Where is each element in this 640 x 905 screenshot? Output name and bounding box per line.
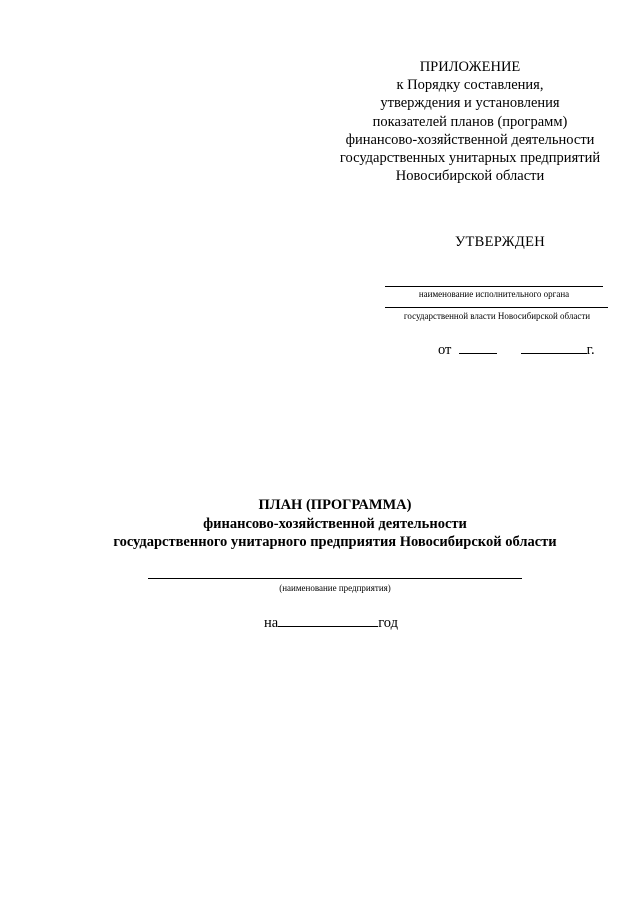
authority-caption-1: наименование исполнительного органа [418,289,570,299]
title-line-3: государственного унитарного предприятия Новосибирской области [113,534,557,550]
date-suffix: г. [586,342,595,358]
plan-year [264,613,398,632]
year-suffix: год [378,615,398,631]
appendix-line-7: Новосибирской области [395,168,545,185]
appendix-line-5: финансово-хозяйственной деятельности [345,131,595,148]
appendix-header [300,58,640,185]
authority-line-2 [385,307,608,308]
appendix-line-2: к Порядку составления, [396,77,544,94]
enterprise-name-line [148,578,522,579]
year-blank [278,613,378,627]
appendix-line-3: утверждения и установления [380,95,560,112]
authority-signature-line [385,286,603,287]
date-prefix: от [438,342,452,358]
date-day-blank [459,340,497,354]
approved-heading: УТВЕРЖДЕН [454,234,546,250]
year-prefix: на [264,615,279,631]
appendix-line-6: государственных унитарных предприятий [339,150,601,167]
appendix-line-4: показателей планов (программ) [372,113,568,130]
date-month-blank [521,340,587,354]
authority-caption-2: государственной власти Новосибирской области [403,311,591,321]
title-line-1: ПЛАН (ПРОГРАММА) [258,497,412,513]
enterprise-caption: (наименование предприятия) [279,583,391,593]
approval-date [438,340,595,359]
appendix-line-1: ПРИЛОЖЕНИЕ [419,59,521,75]
title-line-2: финансово-хозяйственной деятельности [203,515,467,532]
document-title [0,496,640,552]
